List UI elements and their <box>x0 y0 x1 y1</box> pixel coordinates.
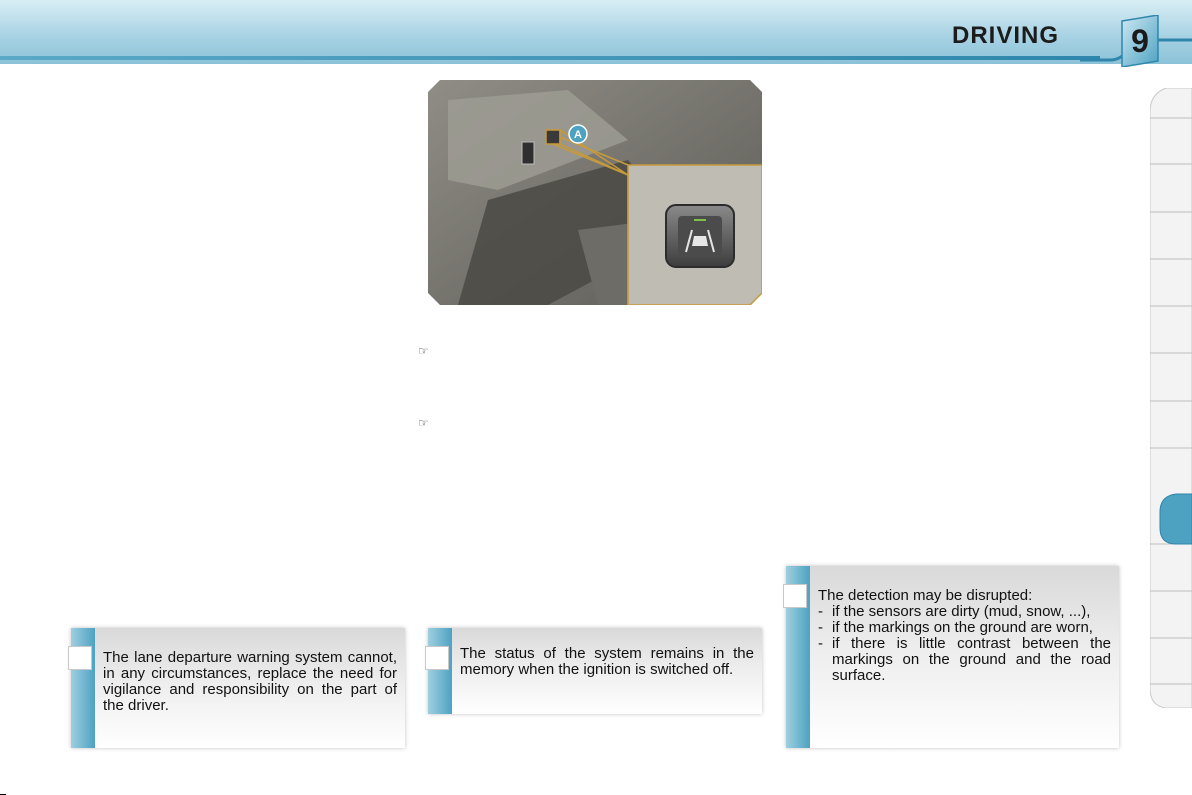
chapter-number: 9 <box>1131 23 1149 59</box>
list-item: - if the sensors are dirty (mud, snow, ...), <box>818 603 1091 620</box>
list-item: - if the markings on the ground are worn, <box>818 619 1093 636</box>
callout-a-label: A <box>574 129 582 141</box>
note-text: The lane departure warning system cannot, in any circumstances, replace the need for vigilance and responsibility on the part of the driver. <box>95 628 405 748</box>
lane-warning-button-photo <box>428 80 762 305</box>
warning-note-left <box>71 628 405 748</box>
note-icon <box>68 646 92 670</box>
list-item: - if there is little contrast between the markings on the ground and the road surface. <box>818 635 1111 684</box>
note-icon <box>783 584 807 608</box>
note-stripe <box>428 628 452 714</box>
bullet-icon: ☞ <box>418 344 429 358</box>
header-rule <box>0 56 1100 60</box>
info-note-right <box>786 566 1119 748</box>
note-icon <box>425 646 449 670</box>
note-text: The status of the system remains in the memory when the ignition is switched off. <box>452 628 762 714</box>
note-content <box>810 566 1119 748</box>
section-title: DRIVING <box>952 22 1060 49</box>
note-heading: The detection may be disrupted: <box>818 587 1033 604</box>
chapter-tabs <box>1150 88 1192 708</box>
bullet-icon: ☞ <box>418 416 429 430</box>
info-note-middle <box>428 628 762 714</box>
disruption-list <box>818 604 1111 684</box>
